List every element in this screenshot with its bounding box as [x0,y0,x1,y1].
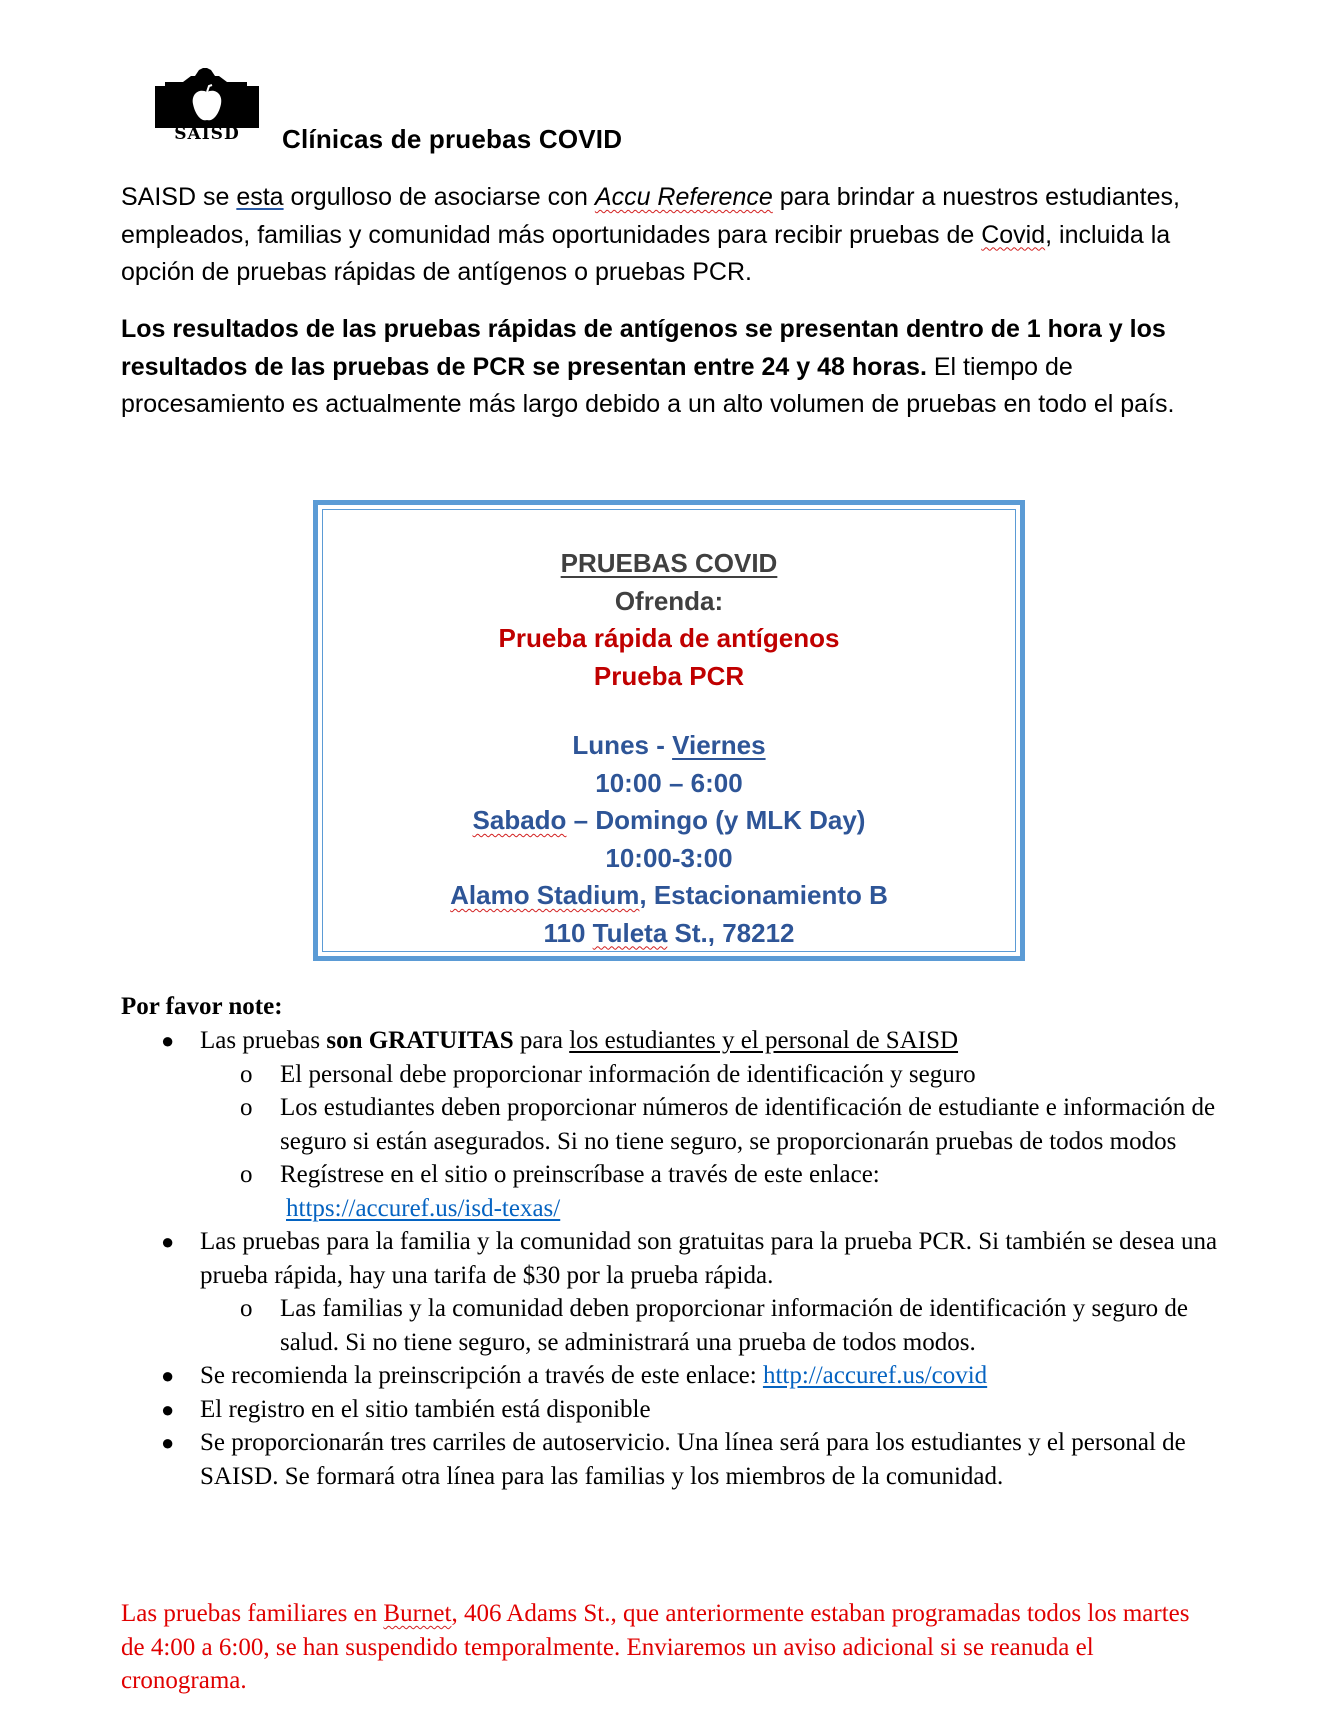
intro-paragraph [121,179,1211,292]
note-text: El registro en el sitio también está disponible [200,1395,651,1423]
sub-list [200,1058,1221,1226]
bullet-icon: ● [161,1363,175,1388]
results-paragraph [121,311,1211,424]
list-item [121,1024,1221,1225]
box-location-text: , Estacionamiento B [639,880,888,910]
note-underlined-text: los estudiantes y el personal de SAISD [569,1027,959,1054]
box-address-text: St., 78212 [667,917,795,948]
circle-bullet-icon: o [240,1295,253,1322]
bullet-icon: ● [161,1430,175,1455]
box-weekday-hours: 10:00 – 6:00 [595,767,743,798]
sub-note-text: Los estudiantes deben proporcionar números de identificación de estudiante e información de seguro si están asegurados. Si no tiene seguro, se proporcionarán pruebas de todos modos [280,1094,1216,1155]
box-location-squiggle: Alamo Stadium [450,880,640,910]
saisd-logo [155,68,259,144]
box-weekdays [318,727,1020,765]
footer-burnet-word: Burnet [383,1600,452,1627]
box-weekend-hours: 10:00-3:00 [605,842,733,873]
box-test-rapid: Prueba rápida de antígenos [498,623,840,653]
intro-esta-word: esta [236,183,284,211]
circle-bullet-icon: o [240,1094,253,1121]
box-weekdays-text: Lunes - [572,730,673,760]
notes-list [121,1024,1221,1493]
intro-text: orgulloso de asociarse con [283,183,595,211]
covid-testing-box [313,500,1025,961]
notes-heading: Por favor note: [121,993,283,1020]
list-item [121,1426,1221,1493]
note-text: Se recomienda la preinscripción a través de este enlace: [200,1362,763,1389]
intro-text: para brindar a nuestros estudiantes, empleados, familias y comunidad más oportunidades para recibir pruebas de [121,183,1180,249]
note-text: Se proporcionarán tres carriles de autoservicio. Una línea será para los estudiantes y el personal de SAISD. Se formará otra línea para las familias y los miembros de la comunidad. [200,1429,1186,1490]
sub-note-text: Las familias y la comunidad deben proporcionar información de identificación y seguro de salud. Si no tiene seguro, se administrará una prueba de todos modos. [280,1295,1189,1356]
results-normal-text: El tiempo de procesamiento es actualmente más largo debido a un alto volumen de pruebas en todo el país. [121,352,1175,418]
sub-list-item [121,1058,1221,1092]
sub-note-text: Regístrese en el sitio o preinscríbase a través de este enlace: [280,1161,880,1188]
box-weekdays-underlined: Viernes [672,730,766,760]
bullet-icon: ● [161,1229,175,1254]
box-spacer [318,695,1020,727]
box-heading: PRUEBAS COVID [560,548,778,578]
isd-texas-link[interactable]: https://accuref.us/isd-texas/ [286,1194,561,1222]
bullet-icon: ● [161,1396,175,1422]
sub-list-item [121,1158,1221,1225]
circle-bullet-icon: o [240,1060,253,1088]
footer-notice [121,1597,1201,1698]
sub-list-item [121,1091,1221,1158]
footer-text: , 406 Adams St., que anteriormente estaban programadas todos los martes de 4:00 a 6:00, se han suspendido temporalmente. Enviaremos un aviso adicional si se reanuda el cronograma. [121,1600,1190,1694]
box-weekend-squiggle: Sabado [472,805,567,835]
logo-text: SAISD [174,124,240,144]
sub-note-text: El personal debe proporcionar información de identificación y seguro [280,1060,976,1088]
covid-registration-link[interactable]: http://accuref.us/covid [762,1362,988,1389]
list-item [121,1393,1221,1427]
box-address [318,915,1020,953]
sub-list-item [121,1292,1221,1359]
page-title: Clínicas de pruebas COVID [282,124,623,154]
box-weekend-text: – Domingo (y MLK Day) [566,805,866,835]
footer-text: Las pruebas familiares en [121,1600,384,1627]
note-bold-text: son GRATUITAS [326,1027,514,1054]
box-test-pcr: Prueba PCR [593,660,745,691]
box-weekend [318,802,1020,840]
box-location [318,877,1020,915]
box-offering-label: Ofrenda: [614,585,724,616]
box-address-squiggle: Tuleta [592,917,668,948]
box-address-text: 110 [543,917,593,948]
sub-list [200,1292,1221,1359]
intro-text: SAISD se [121,183,237,211]
list-item [121,1225,1221,1359]
note-text: para [513,1027,570,1054]
note-text: Las pruebas para la familia y la comunidad son gratuitas para la prueba PCR. Si también se desea una prueba rápida, hay una tarifa de $30 por la prueba rápida. [200,1228,1218,1289]
list-item [121,1359,1221,1393]
results-bold-text: Los resultados de las pruebas rápidas de antígenos se presentan dentro de 1 hora y los resultados de las pruebas de PCR se presentan entre 24 y 48 horas. [121,315,1166,381]
note-text: Las pruebas [200,1027,327,1054]
circle-bullet-icon: o [240,1161,253,1188]
intro-text: , incluida la opción de pruebas rápidas de antígenos o pruebas PCR. [121,220,1171,286]
intro-covid-word: Covid [981,220,1046,249]
notes-section [121,990,1221,1493]
partner-name: Accu Reference [594,183,773,211]
bullet-icon: ● [161,1028,175,1053]
